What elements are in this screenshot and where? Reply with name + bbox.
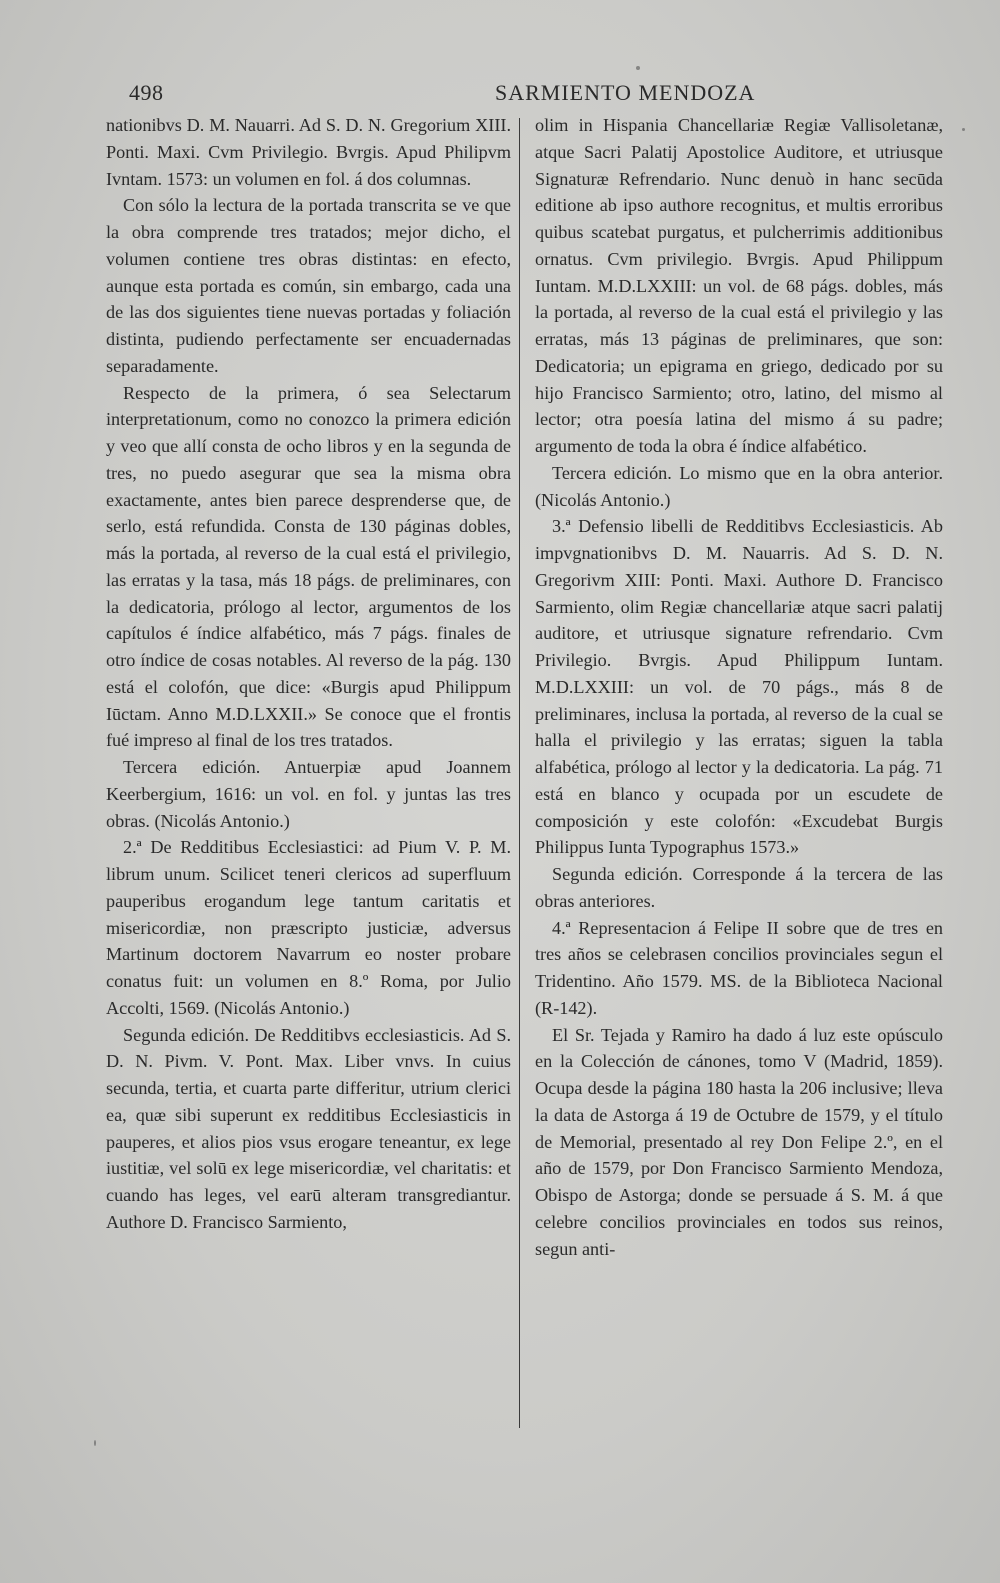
- left-paragraph-4: Tercera edición. Antuerpiæ apud Joannem Keerbergium, 1616: un vol. en fol. y juntas las tres obras. (Nicolás Antonio.): [106, 757, 511, 831]
- left-paragraph-1: nationibvs D. M. Nauarri. Ad S. D. N. Gregorium XIII. Ponti. Maxi. Cvm Privilegio. Bvrgis. Apud Philipvm Ivntam. 1573: un volumen en fol. á dos columnas.: [106, 115, 511, 189]
- right-paragraph-6: El Sr. Tejada y Ramiro ha dado á luz este opúsculo en la Colección de cánones, tomo V (Madrid, 1859). Ocupa desde la página 180 hasta la 206 inclusive; lleva la data de Astorga á 19 de Octubre de 1579, y el título de Memorial, presentado al rey Don Felipe 2.º, en el año de 1579, por Don Francisco Sarmiento Mendoza, Obispo de Astorga; donde se persuade á S. M. á que celebre concilios provinciales en todos sus reinos, segun anti-: [535, 1024, 943, 1259]
- right-paragraph-5: 4.ª Representacion á Felipe II sobre que de tres en tres años se celebrasen concilios provinciales segun el Tridentino. Año 1579. MS. de la Biblioteca Nacional (R-142).: [535, 917, 943, 1018]
- right-column: [535, 112, 943, 1262]
- running-head: SARMIENTO MENDOZA: [495, 80, 756, 105]
- column-divider: [519, 118, 520, 1428]
- paper-speck: [962, 128, 965, 131]
- page-header: [105, 80, 945, 114]
- left-paragraph-6: Segunda edición. De Redditibvs ecclesiasticis. Ad S. D. N. Pivm. V. Pont. Max. Liber vnvs. In cuius secunda, tertia, et cuarta parte differitur, utrium clerici ea, quæ sibi superunt ex redditibus Ecclesiasticis in pauperes, et alios pios vsus erogare teneantur, ex lege iustitiæ, vel solū ex lege misericordiæ, vel charitatis: et cuando has leges, vel earū alteram transgrediantur. Authore D. Francisco Sarmiento,: [106, 1024, 511, 1232]
- right-paragraph-2: Tercera edición. Lo mismo que en la obra anterior. (Nicolás Antonio.): [535, 462, 943, 510]
- left-paragraph-3: Respecto de la primera, ó sea Selectarum interpretationum, como no conozco la primera edición y veo que allí consta de ocho libros y en la segunda de tres, no puedo asegurar que sea la misma obra exactamente, antes bien parece desprenderse que, de serlo, está refundida. Consta de 130 páginas dobles, más la portada, al reverso de la cual está el privilegio, las erratas y la tasa, más 18 págs. de preliminares, con la dedicatoria, prólogo al lector, argumentos de los capítulos é índice alfabético, más 7 págs. finales de otro índice de cosas notables. Al reverso de la pág. 130 está el colofón, que dice: «Burgis apud Philippum Iūctam. Anno M.D.LXXII.» Se conoce que el frontis fué impreso al final de los tres tratados.: [106, 382, 511, 751]
- right-paragraph-1: olim in Hispania Chancellariæ Regiæ Vallisoletanæ, atque Sacri Palatij Apostolice Auditore, et utriusque Signaturæ Refrendario. Nunc denuò in hanc secūda editione ab ipso authore recognitus, et multis erroribus quibus scatebat purgatus, et pulcherrimis additionibus ornatus. Cvm privilegio. Bvrgis. Apud Philippum Iuntam. M.D.LXXIII: un vol. de 68 págs. dobles, más la portada, al reverso de la cual está el privilegio y las erratas, más 13 páginas de preliminares, que son: Dedicatoria; un epigrama en griego, dedicado por su hijo Francisco Sarmiento; otro, latino, del mismo al lector; otra poesía latina del mismo á su padre; argumento de toda la obra é índice alfabético.: [535, 115, 943, 456]
- left-paragraph-5: 2.ª De Redditibus Ecclesiastici: ad Pium V. P. M. librum unum. Scilicet teneri clericos ad superfluum pauperibus erogandum lege tantum caritatis et misericordiæ, non præscripto justiciæ, adversus Martinum doctorem Navarrum eo noster probare conatus fuit: un volumen en 8.º Roma, por Julio Accolti, 1569. (Nicolás Antonio.): [106, 837, 511, 1018]
- left-column: [106, 112, 511, 1236]
- page-number: 498: [129, 80, 164, 105]
- right-paragraph-3: 3.ª Defensio libelli de Redditibvs Ecclesiasticis. Ab impvgnationibvs D. M. Nauarris. Ad S. D. N. Gregorivm XIII: Ponti. Maxi. Authore D. Francisco Sarmiento, olim Regiæ chancellariæ atque sacri palatij auditore, et utriusque signature refrendario. Cvm Privilegio. Bvrgis. Apud Philippum Iuntam. M.D.LXXIII: un vol. de 70 págs., más 8 de preliminares, inclusa la portada, al reverso de la cual se halla el privilegio y las erratas; siguen la tabla alfabética, prólogo al lector y la dedicatoria. La pág. 71 está en blanco y ocupada por un escudete de composición y este colofón: «Excudebat Burgis Philippus Iunta Typographus 1573.»: [535, 516, 943, 858]
- paper-speck: [94, 1440, 96, 1446]
- left-paragraph-2: Con sólo la lectura de la portada transcrita se ve que la obra comprende tres tratados; mejor dicho, el volumen contiene tres obras distintas: en efecto, aunque esta portada es común, sin embargo, cada una de las dos siguientes tiene nuevas portadas y foliación distinta, pudiendo perfectamente ser encuadernadas separadamente.: [106, 195, 511, 376]
- right-paragraph-4: Segunda edición. Corresponde á la tercera de las obras anteriores.: [535, 864, 943, 911]
- paper-speck: [636, 66, 640, 70]
